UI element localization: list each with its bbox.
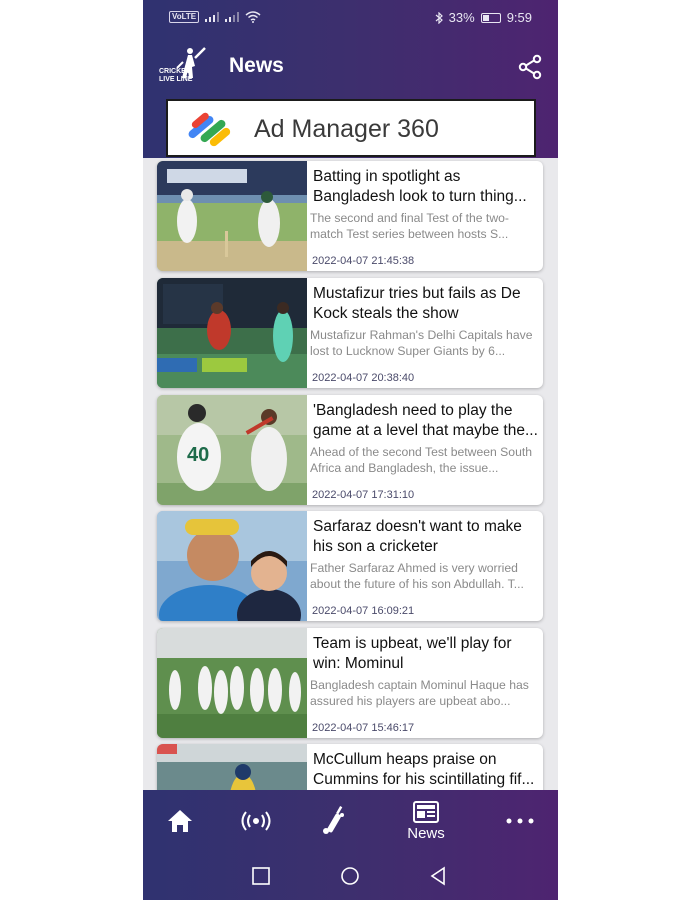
phone-screen — [143, 0, 558, 900]
volte-badge: VoLTE — [169, 11, 199, 23]
cricket-bat-icon — [319, 805, 349, 837]
news-date: 2022-04-07 17:31:10 — [312, 489, 415, 501]
live-broadcast-icon — [240, 810, 272, 832]
news-card[interactable] — [157, 395, 543, 505]
news-description: The second and final Test of the two-match Test series between hosts S... — [310, 211, 509, 241]
news-thumbnail — [157, 744, 307, 790]
news-date: 2022-04-07 20:38:40 — [312, 372, 415, 384]
logo-text-line2: LIVE LINE — [159, 76, 193, 83]
system-navigation-bar — [143, 852, 558, 900]
news-date: 2022-04-07 21:45:38 — [312, 255, 415, 267]
news-card[interactable] — [157, 628, 543, 738]
svg-text:40: 40 — [187, 444, 210, 466]
nav-news[interactable] — [391, 790, 461, 852]
newspaper-icon — [413, 801, 439, 823]
ad-banner[interactable] — [166, 99, 536, 157]
signal-icon — [205, 12, 219, 22]
news-card[interactable] — [157, 511, 543, 621]
news-card[interactable] — [157, 744, 543, 790]
news-title: Batting in spotlight as Bangladesh look to turn thing... — [313, 168, 527, 205]
clock: 9:59 — [506, 10, 532, 25]
news-description: Father Sarfaraz Ahmed is very worried about the future of his son Abdullah. T... — [310, 561, 524, 591]
news-title: 'Bangladesh need to play the game at a level that maybe the... — [313, 402, 538, 439]
news-thumbnail — [157, 511, 307, 621]
nav-news-label: News — [407, 824, 445, 842]
status-left — [169, 11, 261, 23]
news-date: 2022-04-07 15:46:17 — [312, 722, 415, 734]
bluetooth-icon — [435, 12, 443, 24]
page-title: News — [229, 54, 284, 77]
status-bar — [143, 0, 558, 34]
news-thumbnail — [157, 161, 307, 271]
nav-more[interactable] — [485, 790, 555, 852]
more-icon — [505, 817, 535, 825]
battery-percent: 33% — [448, 10, 475, 25]
recent-apps-icon[interactable] — [251, 866, 271, 886]
home-icon — [166, 808, 194, 834]
cricket-logo-icon — [159, 42, 209, 92]
nav-matches[interactable] — [299, 790, 369, 852]
news-title: Mustafizur tries but fails as De Kock steals the show — [313, 285, 521, 322]
news-card[interactable] — [157, 278, 543, 388]
ad-text: Ad Manager 360 — [254, 115, 439, 143]
share-icon[interactable] — [518, 54, 542, 80]
news-description: Mustafizur Rahman's Delhi Capitals have lost to Lucknow Super Giants by 6... — [310, 328, 533, 358]
news-feed[interactable] — [143, 158, 558, 790]
news-description: Bangladesh captain Mominul Haque has assured his players are upbeat abo... — [310, 678, 529, 708]
news-card[interactable] — [157, 161, 543, 271]
back-icon[interactable] — [428, 866, 448, 886]
home-button-icon[interactable] — [340, 866, 360, 886]
bottom-navigation — [143, 790, 558, 852]
news-title: Team is upbeat, we'll play for win: Mominul — [313, 635, 512, 672]
battery-icon — [481, 13, 501, 23]
signal-icon-2 — [225, 12, 239, 22]
nav-home[interactable] — [145, 790, 215, 852]
news-date: 2022-04-07 16:09:21 — [312, 605, 415, 617]
news-thumbnail — [157, 278, 307, 388]
nav-live[interactable] — [221, 790, 291, 852]
logo-text — [159, 68, 192, 84]
news-title: McCullum heaps praise on Cummins for his scintillating fif... — [313, 751, 535, 788]
news-thumbnail — [157, 628, 307, 738]
news-thumbnail — [157, 395, 307, 505]
top-header — [143, 0, 558, 158]
news-title: Sarfaraz doesn't want to make his son a cricketer — [313, 518, 522, 555]
news-description: Ahead of the second Test between South Africa and Bangladesh, the issue... — [310, 445, 533, 475]
app-bar — [143, 38, 558, 94]
status-right — [435, 10, 532, 25]
wifi-icon — [245, 11, 261, 23]
logo-text-line1: CRICKET — [159, 68, 191, 75]
ad-manager-logo-icon — [188, 109, 236, 151]
